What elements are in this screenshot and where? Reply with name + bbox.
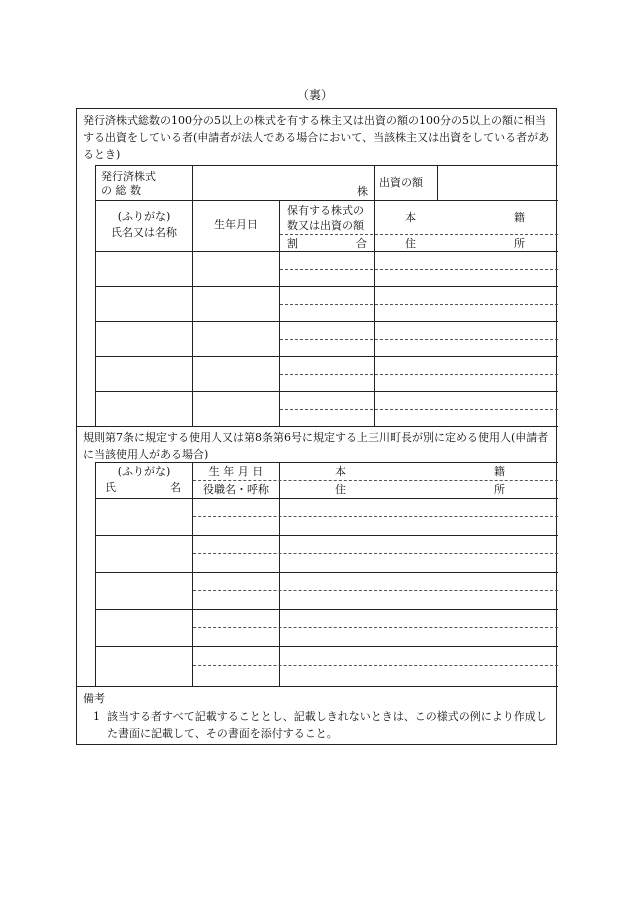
s2-col-name-label: 氏 名 [105,481,181,494]
section2-heading: 規則第7条に規定する使用人又は第8条第6号に規定する上三川町長が別に定める使用人(申請者に当該使用人がある場合) [83,431,549,461]
s2-col-birth-label: 生 年 月 日 [208,465,264,478]
total-shares-label-1: 発行済株式 [101,170,156,183]
col-shares-label-2: 数又は出資の額 [287,219,364,232]
header-dashed-line [280,234,558,235]
row-line-4 [95,391,558,392]
section-divider [77,426,558,427]
s2-col-title-label: 役職名・呼称 [203,483,269,496]
row-line-1 [95,286,558,287]
col-birth-label: 生年月日 [214,218,258,231]
row-line-0 [95,251,558,252]
section2-left-border [95,462,96,687]
total-shares-label-2: の 総 数 [101,184,141,197]
page-label: （裏） [296,88,333,102]
section2-top-line [95,462,558,463]
notes-item-number: 1 [93,710,100,723]
s2-row2-dashed [193,553,558,554]
s2-col-address-label: 住 所 [335,483,505,496]
s2-col-name-furigana: (ふりがな) [117,465,171,478]
row3-dashed [280,339,558,340]
row-line-3 [95,356,558,357]
col-domicile-label: 本 籍 [405,211,525,224]
notes-item-text: 該当する者すべて記載することとし、記載しきれないときは、この様式の例により作成した書面に記載して、その書面を添付すること。 [107,710,547,740]
total-shares-field[interactable] [193,166,371,199]
capital-label: 出資の額 [379,176,423,189]
shares-unit: 株 [357,185,368,198]
col-name-label: 氏名又は名称 [111,226,177,239]
s2-row4-dashed [193,627,558,628]
s2-row-line-4 [95,646,558,647]
col-address-label: 住 所 [405,237,525,250]
form-frame [76,108,557,745]
s2-col2-divider [279,462,280,687]
notes-divider [77,686,558,687]
col-shares-label-1: 保有する株式の [287,204,364,217]
s2-row5-dashed [193,665,558,666]
col-name-furigana: (ふりがな) [117,210,171,223]
s2-col-domicile-label: 本 籍 [335,465,505,478]
s2-row-line-0 [95,498,558,499]
notes-heading: 備考 [83,692,105,705]
s2-row1-dashed [193,516,558,517]
capital-amount-field[interactable] [438,166,557,199]
s2-row-line-2 [95,572,558,573]
s2-row-line-3 [95,609,558,610]
section1-left-border [95,165,96,427]
col1-divider [192,165,193,427]
header-top-line [95,200,558,201]
row2-dashed [280,304,558,305]
s2-header-dashed [193,480,558,481]
unit-divider [374,165,375,200]
s2-row-line-1 [95,535,558,536]
section1-heading: 発行済株式総数の100分の5以上の株式を有する株主又は出資の額の100分の5以上の額に相当する出資をしている者(申請者が法人である場合において、当該株主又は出資をしている者があるとき) [83,114,550,161]
s2-row3-dashed [193,590,558,591]
row4-dashed [280,374,558,375]
row5-dashed [280,409,558,410]
col-ratio-label: 割 合 [287,237,367,250]
row1-dashed [280,269,558,270]
row-line-2 [95,321,558,322]
